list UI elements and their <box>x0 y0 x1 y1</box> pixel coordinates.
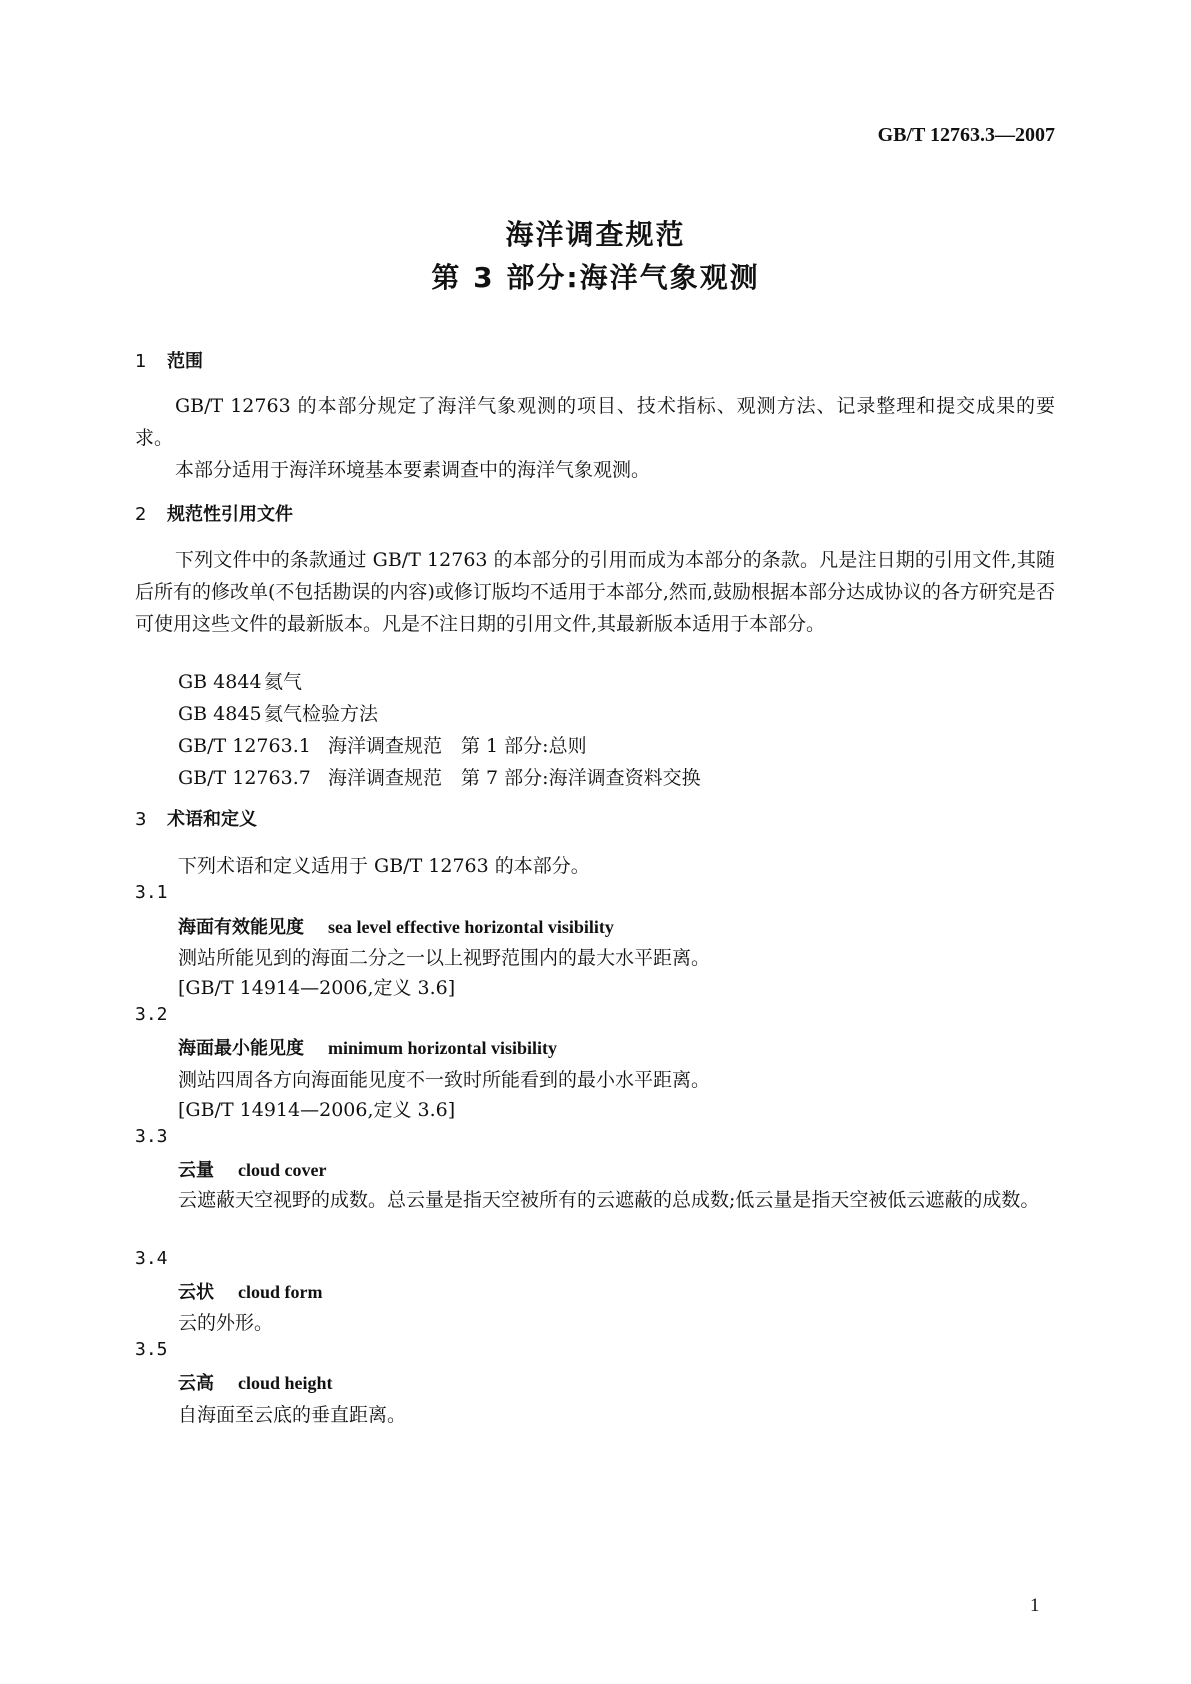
term <box>178 913 614 939</box>
term-en: minimum horizontal visibility <box>328 1038 558 1058</box>
term <box>178 1369 333 1395</box>
document-subtitle: 第 3 部分:海洋气象观测 <box>431 261 760 294</box>
paragraph: 本部分适用于海洋环境基本要素调查中的海洋气象观测。 <box>175 459 651 481</box>
term-zh: 海面最小能见度 <box>178 1038 304 1059</box>
clause-number: 3.5 <box>135 1339 168 1360</box>
reference-item <box>178 731 587 758</box>
reference-item <box>178 699 378 726</box>
section-title: 术语和定义 <box>167 809 257 830</box>
clause-number: 3.3 <box>135 1126 168 1147</box>
term-en: cloud form <box>238 1282 323 1302</box>
paragraph: GB/T 12763 的本部分规定了海洋气象观测的项目、技术指标、观测方法、记录整理和提交成果的要求。 <box>135 395 1055 449</box>
term-zh: 云量 <box>178 1160 214 1181</box>
term-zh: 云状 <box>178 1282 214 1303</box>
term-source: [GB/T 14914—2006,定义 3.6] <box>178 977 456 999</box>
term-en: cloud height <box>238 1373 333 1393</box>
reference-code: GB 4844 <box>178 671 262 693</box>
section-3-intro: 下列术语和定义适用于 GB/T 12763 的本部分。 <box>178 855 590 877</box>
term-definition: 云的外形。 <box>178 1312 274 1334</box>
term-source: [GB/T 14914—2006,定义 3.6] <box>178 1099 456 1121</box>
paragraph: 下列文件中的条款通过 GB/T 12763 的本部分的引用而成为本部分的条款。凡是注日期的引用文件,其随后所有的修改单(不包括勘误的内容)或修订版均不适用于本部分,然而,鼓励根据本部分达成协议的各方研究是否可使用这些文件的最新版本。凡是不注日期的引用文件,其最新版本适用于本部分。 <box>135 549 1055 635</box>
reference-title: 海洋调查规范 第 7 部分:海洋调查资料交换 <box>328 767 701 789</box>
section-1-body <box>135 390 1055 486</box>
term <box>178 1156 326 1182</box>
section-number: 2 <box>135 504 147 525</box>
term-zh: 云高 <box>178 1373 214 1394</box>
reference-title: 海洋调查规范 第 1 部分:总则 <box>328 735 587 757</box>
reference-code: GB/T 12763.1 <box>178 735 311 757</box>
clause-number: 3.2 <box>135 1004 168 1025</box>
term-en: sea level effective horizontal visibility <box>328 917 614 937</box>
standard-code: GB/T 12763.3—2007 <box>877 124 1055 146</box>
section-1-heading <box>135 347 203 373</box>
section-2-heading <box>135 500 293 526</box>
reference-code: GB/T 12763.7 <box>178 767 311 789</box>
term-zh: 海面有效能见度 <box>178 917 304 938</box>
reference-item <box>178 667 302 694</box>
section-title: 规范性引用文件 <box>167 504 293 525</box>
section-number: 3 <box>135 809 147 830</box>
term <box>178 1278 323 1304</box>
document-title: 海洋调查规范 <box>505 218 686 251</box>
section-2-body <box>135 544 1055 640</box>
clause-number: 3.1 <box>135 882 168 903</box>
term-en: cloud cover <box>238 1160 327 1180</box>
term-definition: 测站所能见到的海面二分之一以上视野范围内的最大水平距离。 <box>178 947 711 969</box>
page-number: 1 <box>1030 1595 1040 1616</box>
reference-item <box>178 763 701 790</box>
reference-title: 氦气检验方法 <box>264 703 379 725</box>
term-definition: 测站四周各方向海面能见度不一致时所能看到的最小水平距离。 <box>178 1069 711 1091</box>
term-definition: 云遮蔽天空视野的成数。总云量是指天空被所有的云遮蔽的总成数;低云量是指天空被低云遮蔽的成数。 <box>178 1189 1040 1211</box>
term <box>178 1034 557 1060</box>
section-3-heading <box>135 805 257 831</box>
term-definition: 自海面至云底的垂直距离。 <box>178 1404 407 1426</box>
reference-code: GB 4845 <box>178 703 262 725</box>
section-title: 范围 <box>167 351 203 372</box>
reference-title: 氦气 <box>264 671 303 693</box>
section-number: 1 <box>135 351 147 372</box>
clause-number: 3.4 <box>135 1248 168 1269</box>
